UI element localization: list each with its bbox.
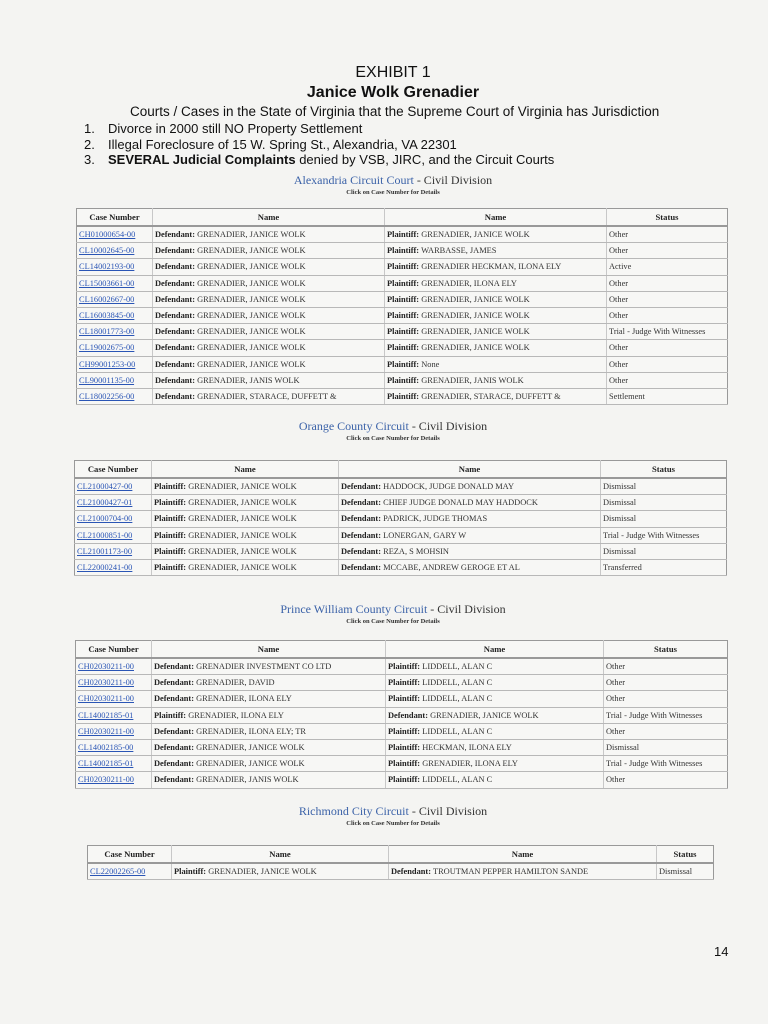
party-cell — [152, 772, 386, 788]
cases-table — [74, 460, 727, 576]
party-cell — [386, 723, 604, 739]
party-role: Plaintiff: — [174, 867, 207, 877]
court-title: Orange County Circuit - Civil Division — [298, 419, 488, 433]
party-name: WARBASSE, JAMES — [421, 246, 497, 256]
case-number-link[interactable]: CL21000427-00 — [75, 478, 152, 495]
table-header-row — [77, 209, 728, 227]
party-cell — [153, 291, 385, 307]
table-row — [76, 772, 728, 788]
column-header: Name — [153, 209, 385, 227]
table-row — [77, 275, 728, 291]
party-role: Plaintiff: — [387, 230, 420, 240]
party-name: GRENADIER, JANICE WOLK — [197, 246, 306, 256]
column-header: Name — [385, 209, 607, 227]
status-cell: Trial - Judge With Witnesses — [607, 324, 728, 340]
party-cell — [386, 772, 604, 788]
column-header: Name — [339, 461, 601, 479]
party-cell — [385, 388, 607, 404]
table-row — [76, 756, 728, 772]
party-role: Plaintiff: — [387, 262, 420, 272]
table-row — [77, 291, 728, 307]
party-cell — [386, 658, 604, 675]
party-name: GRENADIER, JANICE WOLK — [188, 530, 297, 540]
table-row — [77, 226, 728, 243]
party-role: Defendant: — [391, 867, 432, 877]
table-row — [75, 495, 727, 511]
party-cell — [385, 275, 607, 291]
case-number-link[interactable]: CL16002667-00 — [77, 291, 153, 307]
party-cell — [385, 226, 607, 243]
table-row — [76, 675, 728, 691]
table-row — [75, 527, 727, 543]
case-number-link[interactable]: CL18002256-00 — [77, 388, 153, 404]
column-header: Status — [604, 641, 728, 659]
party-name: GRENADIER, JANICE WOLK — [188, 498, 297, 508]
column-header: Case Number — [88, 846, 172, 864]
party-name: GRENADIER, JANICE WOLK — [196, 759, 305, 769]
status-cell: Dismissal — [601, 511, 727, 527]
party-cell — [152, 478, 339, 495]
party-name: GRENADIER, JANICE WOLK — [421, 230, 530, 240]
party-name: GRENADIER, JANICE WOLK — [188, 482, 297, 492]
party-role: Plaintiff: — [387, 375, 420, 385]
court-name: Alexandria Circuit Court — [293, 173, 414, 187]
party-role: Defendant: — [341, 546, 382, 556]
status-cell: Other — [604, 772, 728, 788]
party-cell — [153, 372, 385, 388]
party-name: GRENADIER, JANICE WOLK — [196, 743, 305, 753]
cases-table — [75, 640, 728, 789]
table-header-row — [88, 846, 714, 864]
table-row — [76, 739, 728, 755]
column-header: Name — [386, 641, 604, 659]
case-number-link[interactable]: CL21000851-00 — [75, 527, 152, 543]
party-name: GRENADIER, JANICE WOLK — [197, 359, 306, 369]
party-name: GRENADIER, JANICE WOLK — [421, 311, 530, 321]
party-name: GRENADIER HECKMAN, ILONA ELY — [421, 262, 562, 272]
party-name: LIDDELL, ALAN C — [422, 694, 493, 704]
cases-table — [76, 208, 728, 405]
party-cell — [385, 243, 607, 259]
column-header: Status — [657, 846, 714, 864]
party-cell — [385, 324, 607, 340]
party-cell — [385, 372, 607, 388]
case-number-link[interactable]: CL14002193-00 — [77, 259, 153, 275]
person-name: Janice Wolk Grenadier — [306, 84, 480, 101]
party-cell — [152, 559, 339, 575]
party-name: MCCABE, ANDREW GEROGE ET AL — [383, 563, 520, 573]
party-role: Plaintiff: — [154, 546, 187, 556]
party-cell — [153, 340, 385, 356]
party-cell — [339, 495, 601, 511]
status-cell: Trial - Judge With Witnesses — [604, 756, 728, 772]
party-name: GRENADIER, JANICE WOLK — [197, 294, 306, 304]
party-cell — [152, 707, 386, 723]
party-role: Plaintiff: — [387, 327, 420, 337]
status-cell: Trial - Judge With Witnesses — [604, 707, 728, 723]
case-number-link[interactable]: CL18001773-00 — [77, 324, 153, 340]
status-cell: Other — [604, 691, 728, 707]
status-cell: Dismissal — [601, 495, 727, 511]
party-role: Plaintiff: — [154, 498, 187, 508]
party-role: Plaintiff: — [154, 530, 187, 540]
party-role: Defendant: — [154, 743, 195, 753]
table-row — [75, 559, 727, 575]
status-cell: Other — [607, 307, 728, 323]
column-header: Status — [607, 209, 728, 227]
case-number-link[interactable]: CH99001253-00 — [77, 356, 153, 372]
party-role: Plaintiff: — [387, 246, 420, 256]
case-number-link[interactable]: CL90001135-00 — [77, 372, 153, 388]
party-role: Defendant: — [341, 563, 382, 573]
party-role: Defendant: — [155, 246, 196, 256]
case-number-link[interactable]: CH02030211-00 — [76, 723, 152, 739]
party-cell — [386, 739, 604, 755]
status-cell: Other — [604, 658, 728, 675]
party-name: GRENADIER, JANICE WOLK — [421, 294, 530, 304]
party-role: Defendant: — [154, 678, 195, 688]
party-name: HADDOCK, JUDGE DONALD MAY — [383, 482, 515, 492]
party-name: GRENADIER, JANICE WOLK — [188, 546, 297, 556]
party-cell — [153, 307, 385, 323]
party-cell — [152, 658, 386, 675]
party-role: Defendant: — [155, 230, 196, 240]
column-header: Name — [389, 846, 657, 864]
party-cell — [153, 275, 385, 291]
party-cell — [386, 691, 604, 707]
party-role: Defendant: — [341, 514, 382, 524]
party-name: GRENADIER, JANIS WOLK — [197, 375, 300, 385]
status-cell: Active — [607, 259, 728, 275]
party-name: GRENADIER, ILONA ELY — [188, 710, 284, 720]
column-header: Case Number — [76, 641, 152, 659]
column-header: Case Number — [75, 461, 152, 479]
list-item: 1. Divorce in 2000 still NO Property Settlement — [84, 121, 363, 136]
column-header: Name — [152, 641, 386, 659]
party-cell — [385, 259, 607, 275]
list-item: 2. Illegal Foreclosure of 15 W. Spring St., Alexandria, VA 22301 — [84, 136, 457, 152]
status-cell: Other — [607, 340, 728, 356]
party-role: Defendant: — [154, 694, 195, 704]
column-header: Name — [152, 461, 339, 479]
party-name: GRENADIER, JANICE WOLK — [197, 327, 306, 337]
status-cell: Dismissal — [657, 863, 714, 880]
party-role: Plaintiff: — [388, 759, 421, 769]
status-cell: Other — [607, 275, 728, 291]
status-cell: Transferred — [601, 559, 727, 575]
party-cell — [385, 356, 607, 372]
party-cell — [153, 388, 385, 404]
party-cell — [386, 756, 604, 772]
party-cell — [152, 495, 339, 511]
table-row — [77, 372, 728, 388]
party-role: Defendant: — [155, 311, 196, 321]
court-name: Richmond City Circuit — [298, 804, 409, 818]
case-number-link[interactable]: CH02030211-00 — [76, 675, 152, 691]
party-cell — [386, 707, 604, 723]
party-name: GRENADIER, JANIS WOLK — [421, 375, 524, 385]
case-number-link[interactable]: CL22000241-00 — [75, 559, 152, 575]
party-name: REZA, S MOHSIN — [383, 546, 449, 556]
column-header: Name — [172, 846, 389, 864]
party-name: GRENADIER, JANICE WOLK — [197, 343, 306, 353]
court-title: Richmond City Circuit - Civil Division — [298, 804, 488, 818]
case-number-link[interactable]: CL14002185-01 — [76, 707, 152, 723]
party-name: GRENADIER, STARACE, DUFFETT & — [421, 391, 561, 401]
party-name: TROUTMAN PEPPER HAMILTON SANDE — [432, 867, 589, 877]
party-name: GRENADIER, DAVID — [196, 678, 275, 688]
party-cell — [152, 543, 339, 559]
party-cell — [385, 307, 607, 323]
party-name: GRENADIER, STARACE, DUFFETT & — [197, 391, 337, 401]
case-number-link[interactable]: CH02030211-00 — [76, 658, 152, 675]
party-name: GRENADIER, JANICE WOLK — [188, 514, 297, 524]
party-name: PADRICK, JUDGE THOMAS — [383, 514, 488, 524]
table-row — [77, 243, 728, 259]
party-name: LIDDELL, ALAN C — [422, 678, 493, 688]
party-cell — [385, 340, 607, 356]
table-header-row — [76, 641, 728, 659]
page-number: 14 — [714, 944, 729, 959]
party-cell — [152, 691, 386, 707]
party-cell — [153, 356, 385, 372]
table-row — [77, 307, 728, 323]
party-role: Defendant: — [341, 498, 382, 508]
case-number-link[interactable]: CL21000427-01 — [75, 495, 152, 511]
party-name: GRENADIER, JANIS WOLK — [196, 775, 299, 785]
party-role: Plaintiff: — [388, 726, 421, 736]
case-number-link[interactable]: CL21000704-00 — [75, 511, 152, 527]
table-row — [77, 324, 728, 340]
party-cell — [339, 527, 601, 543]
court-title: Alexandria Circuit Court - Civil Division — [293, 173, 493, 187]
party-name: GRENADIER, ILONA ELY — [421, 278, 517, 288]
party-cell — [152, 756, 386, 772]
court-name: Prince William County Circuit — [280, 602, 428, 616]
party-role: Defendant: — [155, 343, 196, 353]
party-cell — [339, 543, 601, 559]
party-name: GRENADIER, JANICE WOLK — [188, 563, 297, 573]
table-row — [76, 691, 728, 707]
party-role: Plaintiff: — [154, 563, 187, 573]
party-cell — [152, 739, 386, 755]
table-header-row — [75, 461, 727, 479]
party-role: Plaintiff: — [388, 743, 421, 753]
party-role: Plaintiff: — [387, 311, 420, 321]
status-cell: Other — [607, 226, 728, 243]
party-cell — [152, 527, 339, 543]
party-name: LIDDELL, ALAN C — [422, 662, 493, 672]
case-number-link[interactable]: CL14002185-00 — [76, 739, 152, 755]
party-name: GRENADIER, JANICE WOLK — [421, 343, 530, 353]
case-number-link[interactable]: CL22002265-00 — [88, 863, 172, 880]
party-role: Defendant: — [154, 726, 195, 736]
party-role: Defendant: — [154, 662, 195, 672]
party-cell — [339, 478, 601, 495]
party-role: Plaintiff: — [154, 514, 187, 524]
party-role: Defendant: — [154, 775, 195, 785]
party-cell — [153, 259, 385, 275]
party-name: GRENADIER, JANICE WOLK — [197, 311, 306, 321]
party-role: Defendant: — [341, 482, 382, 492]
click-hint: Click on Case Number for Details — [346, 435, 440, 442]
status-cell: Other — [604, 675, 728, 691]
party-cell — [385, 291, 607, 307]
party-role: Plaintiff: — [387, 294, 420, 304]
party-role: Defendant: — [155, 262, 196, 272]
party-name: GRENADIER, ILONA ELY — [196, 694, 292, 704]
table-row — [76, 707, 728, 723]
status-cell: Other — [607, 356, 728, 372]
party-cell — [386, 675, 604, 691]
column-header: Case Number — [77, 209, 153, 227]
table-row — [77, 356, 728, 372]
party-name: GRENADIER, JANICE WOLK — [421, 327, 530, 337]
party-role: Plaintiff: — [387, 343, 420, 353]
party-role: Plaintiff: — [387, 359, 420, 369]
party-role: Plaintiff: — [388, 678, 421, 688]
party-role: Defendant: — [154, 759, 195, 769]
party-name: HECKMAN, ILONA ELY — [422, 743, 512, 753]
list-item: 3. SEVERAL Judicial Complaints denied by VSB, JIRC, and the Circuit Courts — [84, 152, 555, 168]
click-hint: Click on Case Number for Details — [346, 618, 440, 625]
status-cell: Dismissal — [601, 543, 727, 559]
case-number-link[interactable]: CH02030211-00 — [76, 691, 152, 707]
party-name: LONERGAN, GARY W — [383, 530, 467, 540]
party-role: Defendant: — [155, 375, 196, 385]
status-cell: Dismissal — [604, 739, 728, 755]
party-name: LIDDELL, ALAN C — [422, 726, 493, 736]
party-cell — [389, 863, 657, 880]
party-role: Defendant: — [341, 530, 382, 540]
party-name: GRENADIER, ILONA ELY; TR — [196, 726, 307, 736]
status-cell: Settlement — [607, 388, 728, 404]
party-role: Plaintiff: — [387, 391, 420, 401]
party-role: Defendant: — [155, 294, 196, 304]
table-row — [77, 340, 728, 356]
table-row — [77, 388, 728, 404]
case-number-link[interactable]: CH01000654-00 — [77, 226, 153, 243]
party-cell — [339, 559, 601, 575]
party-cell — [152, 511, 339, 527]
party-role: Plaintiff: — [388, 775, 421, 785]
table-row — [76, 658, 728, 675]
party-role: Plaintiff: — [387, 278, 420, 288]
party-name: LIDDELL, ALAN C — [422, 775, 493, 785]
exhibit-title: EXHIBIT 1 — [355, 64, 431, 81]
party-role: Defendant: — [155, 327, 196, 337]
case-number-link[interactable]: CL10002645-00 — [77, 243, 153, 259]
party-name: GRENADIER, JANICE WOLK — [197, 230, 306, 240]
party-cell — [153, 243, 385, 259]
case-number-link[interactable]: CL21001173-00 — [75, 543, 152, 559]
party-role: Plaintiff: — [388, 662, 421, 672]
numbered-list — [84, 121, 554, 168]
party-role: Plaintiff: — [388, 694, 421, 704]
party-name: GRENADIER, JANICE WOLK — [430, 710, 539, 720]
court-title: Prince William County Circuit - Civil Division — [280, 602, 506, 616]
intro-text: Courts / Cases in the State of Virginia that the Supreme Court of Virginia has Jurisdiction — [130, 104, 660, 119]
table-row — [88, 863, 714, 880]
case-number-link[interactable]: CL15003661-00 — [77, 275, 153, 291]
party-name: GRENADIER, ILONA ELY — [422, 759, 518, 769]
party-role: Defendant: — [155, 391, 196, 401]
case-number-link[interactable]: CL19002675-00 — [77, 340, 153, 356]
status-cell: Trial - Judge With Witnesses — [601, 527, 727, 543]
table-row — [77, 259, 728, 275]
party-role: Plaintiff: — [154, 710, 187, 720]
party-name: GRENADIER, JANICE WOLK — [197, 278, 306, 288]
party-name: None — [421, 359, 440, 369]
party-role: Defendant: — [388, 710, 429, 720]
status-cell: Other — [607, 372, 728, 388]
table-row — [75, 478, 727, 495]
click-hint: Click on Case Number for Details — [346, 820, 440, 827]
cases-table — [87, 845, 714, 880]
party-role: Plaintiff: — [154, 482, 187, 492]
table-row — [75, 511, 727, 527]
status-cell: Other — [607, 291, 728, 307]
party-cell — [172, 863, 389, 880]
table-row — [76, 723, 728, 739]
party-cell — [152, 723, 386, 739]
party-cell — [152, 675, 386, 691]
party-role: Defendant: — [155, 278, 196, 288]
table-row — [75, 543, 727, 559]
party-name: CHIEF JUDGE DONALD MAY HADDOCK — [383, 498, 538, 508]
case-number-link[interactable]: CL16003845-00 — [77, 307, 153, 323]
party-cell — [153, 324, 385, 340]
court-name: Orange County Circuit — [298, 419, 409, 433]
party-cell — [153, 226, 385, 243]
status-cell: Other — [607, 243, 728, 259]
status-cell: Dismissal — [601, 478, 727, 495]
party-name: GRENADIER, JANICE WOLK — [208, 867, 317, 877]
column-header: Status — [601, 461, 727, 479]
case-number-link[interactable]: CH02030211-00 — [76, 772, 152, 788]
case-number-link[interactable]: CL14002185-01 — [76, 756, 152, 772]
party-name: GRENADIER, JANICE WOLK — [197, 262, 306, 272]
party-role: Defendant: — [155, 359, 196, 369]
status-cell: Other — [604, 723, 728, 739]
party-cell — [339, 511, 601, 527]
click-hint: Click on Case Number for Details — [346, 189, 440, 196]
party-name: GRENADIER INVESTMENT CO LTD — [196, 662, 332, 672]
